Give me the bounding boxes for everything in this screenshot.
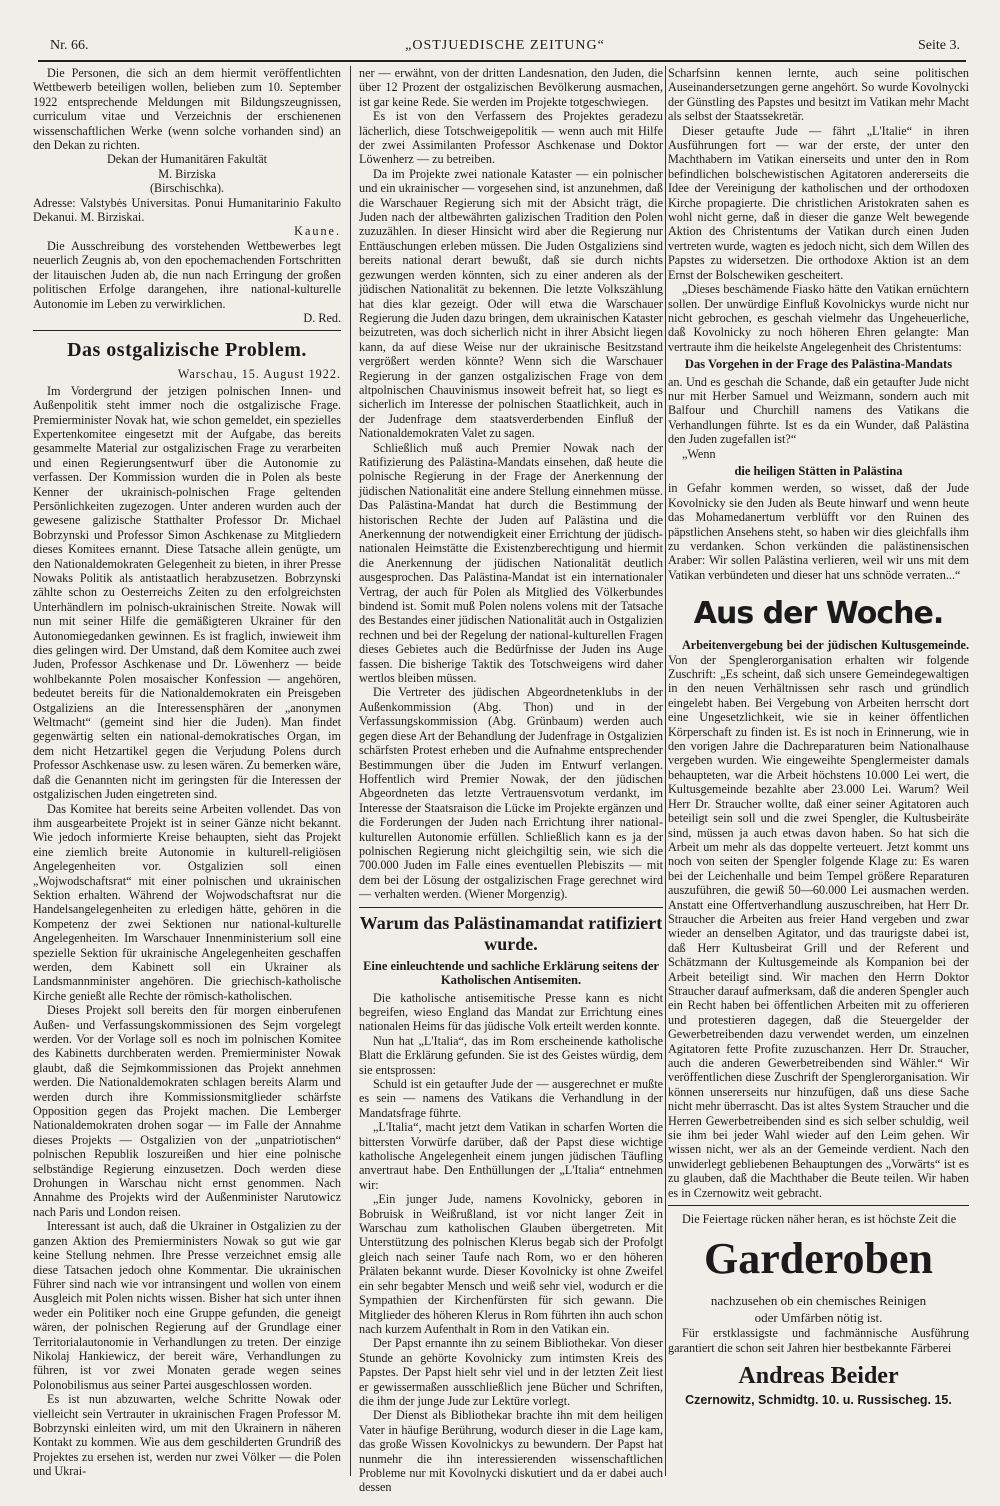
- page-header: [50, 38, 960, 56]
- paragraph: Das Komitee hat bereits seine Arbeiten vollendet. Das von ihm ausgearbeitete Projekt ist in seiner Gänze nicht bekannt. Wie jedoch informierte Kreise behaupten, sieht das Projekt eine ziemlich breite Autonomie in kulturell-religiösen Angelegenheiten vor. Ostgalizien soll einen „Wojwodschaftsrat“ mit einer polnischen und ukrainischen Sektion erhalten. Während der Wojwodschaftsrat nur die Handelsangelegenheiten zu erledigen hätte, gehören in die Kompetenz der zwei Sektionen nur national-kulturelle Angelegenheiten. Im Warschauer Innenministerium soll eine spezielle Sektion für ukrainische Angelegenheiten geschaffen werden, dem Kabinett soll ein Ukrainer als Landsmannminister angehören. Die griechisch-katholische Kirche genießt alle Rechte der römisch-katholischen.: [33, 801, 341, 1003]
- paragraph: an. Und es geschah die Schande, daß ein getaufter Jude nicht nur mit Herber Samuel und Weizmann, sondern auch mit Balfour und Churchill namens des Vatikans die Verhandlungen führte. Ist es da ein Wunder, daß Palästina den Juden zugefallen ist?“: [668, 374, 969, 447]
- ad-headline: Garderoben: [704, 1234, 933, 1284]
- ad-address: Czernowitz, Schmidtg. 10. u. Russischeg. 15.: [685, 1393, 952, 1408]
- section-title-aus-der-woche: Aus der Woche.: [693, 596, 944, 632]
- dateline: Warschau, 15. August 1922.: [177, 367, 341, 382]
- editor-note: Die Ausschreibung des vorstehenden Wettbewerbes legt neuerlich Zeugnis ab, von den epochemachenden Fortschritten der litauischen Juden ab, die nun nach Erringung der großen politischen Erfolge darangehen, ihre national-kulturelle Autonomie im Leben zu verwirklichen.: [33, 238, 341, 311]
- paragraph: Die katholische antisemitische Presse kann es nicht begreifen, wieso England das Mandat zur Errichtung eines nationalen Heims für das jüdische Volk erteilt werden konnte.: [359, 990, 663, 1034]
- divider: [668, 1205, 969, 1206]
- ad-line: oder Umfärben nötig ist.: [754, 1310, 883, 1326]
- advertisement: [668, 1212, 969, 1408]
- newspaper-title: „OSTJUEDISCHE ZEITUNG“: [405, 38, 605, 53]
- divider: [33, 330, 341, 331]
- ad-intro: Die Feiertage rücken näher heran, es ist höchste Zeit die: [682, 1212, 957, 1227]
- paragraph: „Wenn: [682, 446, 716, 461]
- subhead-staetten: die heiligen Stätten in Palästina: [734, 463, 903, 478]
- paragraph: „Dieses beschämende Fiasko hätte den Vatikan ernüchtern sollen. Der unwürdige Einfluß Kovolnickys wurde nicht nur nicht gebrochen, es geschah vielmehr das Ungeheuerliche, daß Kovolnicky zu noch höheren Ehren gelangte: Man vertraute ihm die heikelste Angelegenheit des Christentums:: [668, 282, 969, 354]
- paragraph: Scharfsinn kennen lernte, auch seine politischen Auseinandersetzungen gerne angehört. So wurde Kovolnycki der Günstling des Papstes und besitzt im Vatikan mehr Macht als selbst der Staatssekretär.: [668, 66, 969, 124]
- issue-number: Nr. 66.: [50, 38, 89, 53]
- paragraph: „L'Italia“, macht jetzt dem Vatikan in scharfen Worten die bittersten Vorwürfe darüber, daß der Papst diese wichtige katholische Angelegenheit einem jungen jüdischen Täufling anvertraut habe. Den Enthüllungen der „L'Italia“ entnehmen wir:: [359, 1120, 663, 1192]
- subheadline: Eine einleuchtende und sachliche Erklärung seitens der Katholischen Antisemiten.: [363, 958, 659, 987]
- header-rule: [38, 60, 966, 62]
- column-divider: [350, 66, 351, 1476]
- headline-palaestinamandat: Warum das Palästinamandat ratifiziert wurde.: [359, 912, 663, 954]
- paragraph: in Gefahr kommen werden, so wisset, daß der Jude Kovolnicky sie den Juden als Beute hinwarf und wenn heute das Mohamedanertum verblüfft vor den Ruinen des päpstlichen Ansehens steht, so haben wir dies gleichfalls ihm zu verdanken. Schon verkünden die palästinensischen Araber: Wir sollen Palästina verlieren, weil wir uns mit dem Vatikan verbündeten und dieser hat uns schnöde verraten...“: [668, 481, 969, 582]
- paragraph: Im Vordergrund der jetzigen polnischen Innen- und Außenpolitik steht immer noch die ostgalizische Frage. Premierminister Novak hat, wie schon gemeldet, ein spezielles Expertenkomitee eingesetzt mit der Aufgabe, das bereits gesammelte Material zur ostgalizischen Frage zu verarbeiten und einen Regierungsentwurf über die Autonomie zu verfassen. Der Kommission wurden die in Polen als beste Kenner der ukrainisch-polnischen Frage geltenden Persönlichkeiten zugezogen. Unter anderen wurden auch der gewesene galizische Statthalter Professor Dr. Michael Bobrzynski und Professor Simon Aschkenase zu Mitgliedern dieses Komitees ernannt. Diese Tatsache allein genügte, um den Nationaldemokraten Gelegenheit zu bieten, in ihrer Presse Nowaks Politik als antistaatlich herabzusetzen. Bobrzynski zählte schon zu Oesterreichs Zeiten zu den erfolgreichsten Unterhändlern im polnisch-ukrainischen Streite. Nowak will nun mit seiner Hilfe die gemäßigteren Ukrainer für den Autonomiegedanken gewinnen. Es ist fraglich, inwieweit ihm dies gelingen wird. Der Umstand, daß dem Komitee auch zwei Juden, Professor Aschkenase und Dr. Löwenherz — beide wohlbekannte Polen mosaischer Konfession — angehören, bedeutet bereits für die Nationaldemokraten ein Preisgeben Ostgaliziens an die Interessensphären der „anonymen Weltmacht“ (gemeint sind hier die Juden). Man findet gegenwärtig selten ein national-demokratisches Organ, im dem nicht Hetzartikel gegen die Verjudung Polens durch Professor Aschkenase usw. zu lesen wären. Zu bemerken wäre, daß die Genannten nicht im geringsten für die Interessen der ostgalizischen Juden eingetreten sind.: [33, 383, 341, 802]
- ad-line: nachzusehen ob ein chemisches Reinigen: [710, 1293, 927, 1309]
- column-divider: [665, 66, 666, 1476]
- paragraph: Da im Projekte zwei nationale Kataster — ein polnischer und ein ukrainischer — vorgesehen sind, ist anzunehmen, daß die Warschauer Regierung sich mit der Absicht trägt, die Juden nach der altbewährten galizischen Tradition den Polen zuzuzählen. In dieser Hinsicht wird aber die Regierung nur Enttäuschungen erleben müssen. Die Juden Ostgaliziens sind bereits national derart bewußt, daß sie durch nichts gezwungen werden könnten, sich zu einer anderen als der jüdischen Nationalität zu bekennen. Die letzte Volkszählung hat dies klar gezeigt. Oder will etwa die Warschauer Regierung die Juden dazu bringen, dem ukrainischen Kataster beizutreten, was doch sicherlich nicht in ihrer Absicht liegen kann, da auf diese Weise nur der ukrainische Besitzstand vergrößert werden könnte? Wenn sich die Warschauer Regierung in der ganzen ostgalizischen Frage von dem altpolnischen Chauvinismus insoweit befreit hat, so liegt es sicherlich im Interesse der polnischen Staatlichkeit, auch in der Judenfrage dem staatsverderbenden Einfluß der Nationaldemokraten Valet zu sagen.: [359, 166, 663, 441]
- paragraph: Schuld ist ein getaufter Jude der — ausgerechnet er mußte es sein — namens des Vatikans die Verhandlung in der Mandatsfrage führte.: [359, 1077, 663, 1120]
- column-1: [33, 66, 341, 1486]
- paragraph: Interessant ist auch, daß die Ukrainer in Ostgalizien zu der ganzen Aktion des Premierministers Nowak so gut wie gar keine Stellung nehmen. Ihre Presse verzeichnet emsig alle diese Tatsachen jedoch ohne Kommentar. Die ukrainischen Führer sind nach wie vor intransingent und wollen von einem Ausgleich mit Polen nichts wissen. Bisher hat sich unter ihnen weder ein Politiker noch eine Gruppe gefunden, die geneigt wären, der polnischen Regierung auf der Grundlage einer Territorialautonomie in Verhandlungen zu treten. Der einzige Nikolaj Hankiewicz, der bereit wäre, Verhandlungen zu führen, ist vor zwei Monaten gerade wegen seines Polonobilismus aus seiner Partei ausgeschlossen worden.: [33, 1219, 341, 1392]
- paragraph: Dieser getaufte Jude — fährt „L'Italie“ in ihren Ausführungen fort — war der erste, der unter den Machthabern im Vatikan einerseits und unter den in Rom befindlichen bolschewistischen Agitatoren andererseits die Idee der Vereinigung der katholischen und der orthodoxen Kirche propagierte. Die christlichen Aristokraten sahen es wohl nicht gerne, daß in dieser die ganze Welt bewegende Aktion des Christentums der Vatikan durch einen Juden vertreten wurde, wagten es jedoch nicht, sich dem Willen des Papstes zu widersetzen. Die orthodoxe Aktion ist an dem Ernst der Bolschewiken gescheitert.: [668, 123, 969, 282]
- ad-text: Für erstklassigste und fachmännische Ausführung garantiert die schon seit Jahren hier bestbekannte Färberei: [668, 1326, 969, 1355]
- paragraph: Der Dienst als Bibliothekar brachte ihn mit dem heiligen Vater in häufige Berührung, wodurch dieser in die Lage kam, das große Wissen Kovolnickys zu bewundern. Der Papst hat nunmehr die ihn interessierenden wissenschaftlichen Probleme nur mit Kovolnycki diskutiert und da er dabei auch dessen: [359, 1408, 663, 1495]
- signature-translit: (Birschischka).: [149, 181, 225, 196]
- subhead-mandat: Das Vorgehen in der Frage des Palästina-Mandats: [684, 357, 953, 372]
- paragraph: Die Vertreter des jüdischen Abgeordnetenklubs in der Außenkommission (Abg. Thon) und in der Verfassungskommission (Abg. Grünbaum) werden auch gegen diese Art der Behandlung der Judenfrage in Ostgalizien schärfsten Protest erheben und die Aufnahme entsprechender Bestimmungen über die Juden im Entwurf verlangen. Hoffentlich wird Premier Nowak, der den jüdischen Abgeordneten das letzte Vertrauensvotum verdankt, im Interesse der Staatsraison die Lücke im Projekte ergänzen und die Forderungen der Juden nach Errichtung ihrer national-kulturellen Autonomie erfüllen. Schließlich kann es ja der polnischen Regierung nicht gleichgiltig sein, wie sich die 700.000 Juden im Falle eines eventuellen Plebiszits — mit dem bei der Lösung der ostgalizischen Frage gerechnet wird — verhalten werden. (Wiener Morgenzig).: [359, 685, 663, 902]
- page-number: Seite 3.: [918, 38, 960, 53]
- signature-name: M. Birziska: [158, 166, 216, 181]
- signature-line: Dekan der Humanitären Fakultät: [106, 152, 268, 167]
- address: Adresse: Valstybės Universitas. Ponui Humanitarinio Fakulto Dekanui. M. Birziskai.: [33, 195, 341, 225]
- contest-intro: Die Personen, die sich an dem hiermit veröffentlichten Wettbewerb beteiligen wollen, belieben zum 10. September 1922 entsprechende Meldungen mit Bildungszeugnissen, curriculum vitae und Verzeichnis der erschienenen wissenschaftlichen Werke (wenn solche vorhanden sind) an den Dekan zu richten.: [33, 66, 341, 153]
- news-title: Arbeitenvergebung bei der jüdischen Kultusgemeinde.: [682, 638, 969, 653]
- ad-company: Andreas Beider: [738, 1363, 899, 1390]
- paragraph: Nun hat „L'Italia“, das im Rom erscheinende katholische Blatt die Erklärung gefunden. Sie ist des Geistes würdig, dem sie entsprossen:: [359, 1033, 663, 1077]
- paragraph: Es ist nun abzuwarten, welche Schritte Nowak oder vielleicht sein Vertrauter in ukrainischen Fragen Professor M. Bobrzynski einleiten wird, um mit den Ukrainern in näheren Kontakt zu kommen. Wie aus dem geschilderten Grundriß des Projektes zu ersehen ist, werden nur zwei Völker — die Polen und Ukrai-: [33, 1392, 341, 1479]
- paragraph: „Ein junger Jude, namens Kovolnicky, geboren in Bobruisk in Weißrußland, ist vor nicht langer Zeit in Warschau zum katholischen Glauben übergetreten. Mit Unterstützung des polnischen Klerus begab sich der Profolgt gleich nach seiner Taufe nach Rom, wo er den höheren Prälaten bekannt wurde. Dieser Kovolnicky ist ohne Zweifel ein sehr begabter Mensch und weiß sehr viel, wodurch er die Sympathien der Kirchenfürsten für sich gewann. Die Mitglieder des höheren Klerus in Rom führten ihn auch schon nach kurzem Aufenthalt in Rom in den Vatikan ein.: [359, 1192, 663, 1336]
- paragraph: Schließlich muß auch Premier Nowak nach der Ratifizierung des Palästina-Mandats einsehen, daß heute die polnische Regierung in der Frage der Anerkennung der jüdischen Nationalität eine andere Stellung einnehmen müsse. Das Palästina-Mandat hat durch die Bestimmung der historischen Rechte der Juden auf Palästina und die Anerkennung der notwendigkeit einer Errichtung der jüdisch-nationalen Heimstätte die Existenzberechtigung und hiermit die Anerkennung der jüdischen Nationalität deutlich ausgesprochen. Das Palästina-Mandat ist ein internationaler Vertrag, der auch für Polen als Mitglied des Völkerbundes bindend ist. Somit muß Polen nolens volens mit der Tatsache des Bestandes einer jüdischen Nationalität auch in Ostgalizien rechnen und bei der Regelung der national-kulturellen Fragen dieses Gebietes auch die Bedürfnisse der Juden ins Auge fassen. Die bisherige Taktik des Totschweigens wird daher wertlos bleiben müssen.: [359, 440, 663, 686]
- paragraph: ner — erwähnt, von der dritten Landesnation, den Juden, die über 12 Prozent der ostgalizischen Bevölkerung ausmachen, ist gar keine Rede. Sie werden im Projekte totgeschwiegen.: [359, 66, 663, 109]
- editor-signature: D. Red.: [303, 310, 341, 325]
- column-3: [668, 66, 969, 1486]
- news-text: Von der Spenglerorganisation erhalten wir folgende Zuschrift: „Es scheint, daß sich unsere Gemeindegewaltigen in den neuen Verhältnissen sehr rasch und gründlich eingelebt haben. Bei Vergebung von Arbeiten herrscht dort eine Ungesetzlichkeit, wie sie in keiner öffentlichen Körperschaft zu finden ist. Es ist noch in Erinnerung, wie in den vorigen Jahre die Dachreparaturen beim Nationalhause vergeben wurden. Wie eingeweihte Spenglermeister damals behaupteten, war die Arbeit höchstens 10.000 Lei wert, die Kultusgemeinde bezahlte aber 23.000 Lei. Warum? Weil Herr Dr. Straucher wollte, daß einer seiner Agitatoren auch beteiligt sein soll und die zwei Spengler, die Kultusbeiräte sind, müssen ja auch etwas davon haben. So hat sich die Arbeit um mehr als das doppelte verteuert. Jetzt kommt uns noch von seiten der Spengler folgende Klage zu: Es waren bei der Leichenhalle und beim Tempel größere Reparaturen auszuführen, die gewiß 50—60.000 Lei ausmachen werden. Anstatt eine Offertverhandlung auszuschreiben, hat Herr Dr. Straucher die Arbeiten aus freier Hand vergeben und zwar wieder an denselben Agitator, und das traurigste dabei ist, daß Herr Kultusbeirat Grill und der Referent und Schätzmann der Kultusgemeinde als Kompanion bei der Arbeit beteiligt sind. Wir machen den Herrn Doktor Straucher darauf aufmerksam, daß die anderen Spengler auch ein Recht haben bei öffentlichen Arbeiten mit zu offerieren und protestieren dagegen, daß die Steuergelder der Gewerbetreibenden dazu verwendet werden, um einzelnen Agitatoren fette Profite zuzuschanzen. Herr Dr. Straucher, auch die anderen Gewerbetreibenden sind Wähler.“ Wir veröffentlichen diese Zuschrift der Spenglerorganisation. Wir können unsererseits nur hinzufügen, daß uns diese Sache nicht mehr überrascht. Das ist altes System Straucher und die Herren Gewerbetreibenden sind es sich selber schuldig, weil sie ihm bei jeder Wahl wieder auf den Leim gehen. Wir wissen nicht, wer als an der Gemeinde verdient. Nach den unwiderlegt gebliebenen Behauptungen des „Vorwärts“ ist es zu glauben, daß die Machthaber die Beute teilen. Wir haben es in Czernowitz weit gebracht.: [668, 652, 969, 1200]
- divider: [359, 907, 663, 908]
- headline-ostgalizien: Das ostgalizische Problem.: [67, 339, 307, 362]
- paragraph: Dieses Projekt soll bereits den für morgen einberufenen Außen- und Verfassungskommissionen des Sejm vorgelegt werden. Vor der Vorlage soll es noch im polnischen Komitee des Kabinetts durchberaten werden. Premierminister Nowak glaubt, daß die Sejmkommissionen das Projekt annehmen werden. Die Nationaldemokraten schlagen bereits Alarm und werden durch ihre Kommissionsmitglieder schärfste Opposition gegen das Projekt machen. Die Lemberger Nationaldemokraten drohen sogar — im Falle der Annahme dieses Projekts — Ostgalizien von der „unpatriotischen“ polnischen Republik loszureißen und hier eine polnische selbständige Regierung einzusetzen. Doch werden diese Drohungen in Warschau nicht ernst genommen. Nach Annahme des Projekts wird der Außenminister Narutowicz nach Paris und London reisen.: [33, 1003, 341, 1219]
- paragraph: Es ist von den Verfassern des Projektes geradezu lächerlich, diese Totschweigepolitik — wenn auch mit Hilfe der zwei Assimilanten Professor Aschkenase und Doktor Löwenherz — zu betreiben.: [359, 109, 663, 167]
- paragraph: Der Papst ernannte ihn zu seinem Bibliothekar. Von dieser Stunde an gehörte Kovolnicky zum intimsten Kreis des Papstes. Der Papst hielt sehr viel und in der letzten Zeit liest er gewissermaßen ausschließlich jene Bücher und Schriften, die ihm der junge Jude zur Lektüre vorlegt.: [359, 1336, 663, 1408]
- column-2: [359, 66, 663, 1495]
- city: Kaune.: [294, 224, 341, 239]
